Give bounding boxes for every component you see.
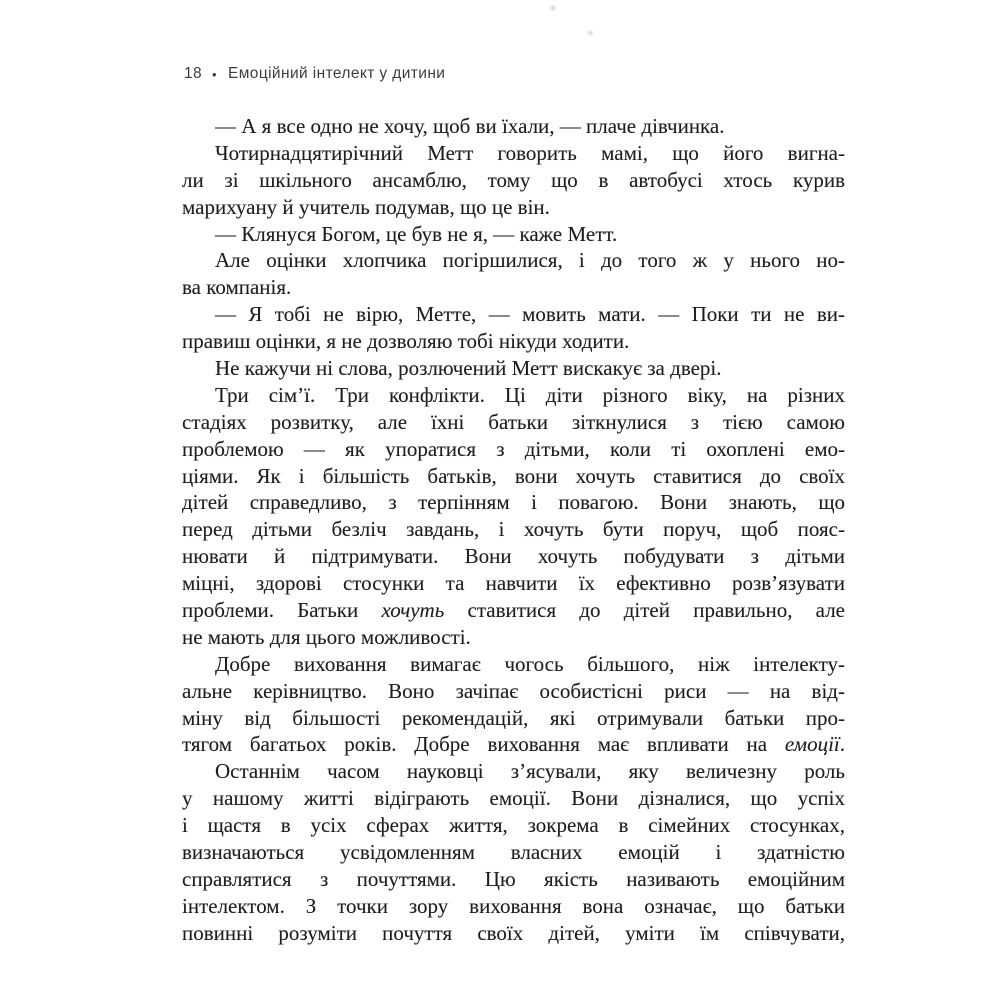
text-line: правиш оцінки, я не дозволяю тобі нікуди ходити.: [182, 329, 630, 354]
scan-speck: [588, 31, 593, 35]
text-line: дітей справедливо, з терпінням і повагою. Вони знають, що: [182, 490, 845, 515]
text-line: — Клянуся Богом, це був не я, — каже Метт.: [215, 221, 618, 246]
text-line: стадіях розвитку, але їхні батьки зіткнулися з тією самою: [182, 409, 845, 434]
text-line: повинні розуміти почуття своїх дітей, уміти їм співчувати,: [182, 920, 845, 945]
body-text: [182, 113, 845, 947]
text-line: — А я все одно не хочу, щоб ви їхали, — плаче дівчинка.: [215, 114, 725, 138]
scan-speck: [551, 6, 555, 10]
text-line: і щастя в усіх сферах життя, зокрема в сімейних стосунках,: [182, 813, 845, 838]
text-line: альне керівництво. Воно зачіпає особистісні риси — на від-: [182, 678, 845, 703]
page-number: 18: [184, 65, 203, 82]
text-line: тягом багатьох років. Добре виховання має впливати на емоції.: [182, 732, 845, 757]
text-line: проблемою — як упоратися з дітьми, коли ті охоплені емо-: [182, 436, 845, 461]
book-title: Емоційний інтелект у дитини: [228, 65, 446, 82]
text-line: проблеми. Батьки хочуть ставитися до дітей правильно, але: [182, 598, 845, 623]
text-line: марихуану й учитель подумав, що це він.: [182, 194, 550, 219]
text-line: перед дітьми безліч завдань, і хочуть бути поруч, щоб пояс-: [182, 517, 845, 542]
text-line: Не кажучи ні слова, розлючений Метт вискакує за двері.: [215, 356, 722, 381]
text-line: міцні, здорові стосунки та навчити їх ефективно розв’язувати: [182, 571, 845, 596]
running-head: [184, 65, 445, 83]
text-line: інтелектом. З точки зору виховання вона означає, що батьки: [182, 893, 845, 918]
bullet-separator-icon: •: [212, 66, 217, 82]
text-line: у нашому житті відіграють емоції. Вони дізналися, що успіх: [182, 786, 845, 811]
text-line: Три сім’ї. Три конфлікти. Ці діти різного віку, на різних: [215, 382, 845, 407]
text-line: — Я тобі не вірю, Метте, — мовить мати. — Поки ти не ви-: [215, 302, 845, 327]
text-line: визначаються усвідомленням власних емоцій і здатністю: [182, 840, 845, 865]
text-line: Але оцінки хлопчика погіршилися, і до того ж у нього но-: [215, 248, 845, 273]
text-line: справлятися з почуттями. Цю якість називають емоційним: [182, 866, 845, 891]
text-line: ціями. Як і більшість батьків, вони хочуть ставитися до своїх: [182, 463, 845, 488]
text-line: нювати й підтримувати. Вони хочуть побудувати з дітьми: [182, 544, 845, 569]
text-line: ва компанія.: [182, 275, 292, 300]
text-line: міну від більшості рекомендацій, які отримували батьки про-: [182, 705, 845, 730]
text-line: Останнім часом науковці з’ясували, яку величезну роль: [215, 759, 845, 784]
text-line: не мають для цього можливості.: [182, 624, 471, 649]
text-line: Добре виховання вимагає чогось більшого, ніж інтелекту-: [215, 651, 845, 676]
text-line: ли зі шкільного ансамблю, тому що в автобусі хтось курив: [182, 167, 845, 192]
text-line: Чотирнадцятирічний Метт говорить мамі, що його вигна-: [215, 140, 845, 165]
